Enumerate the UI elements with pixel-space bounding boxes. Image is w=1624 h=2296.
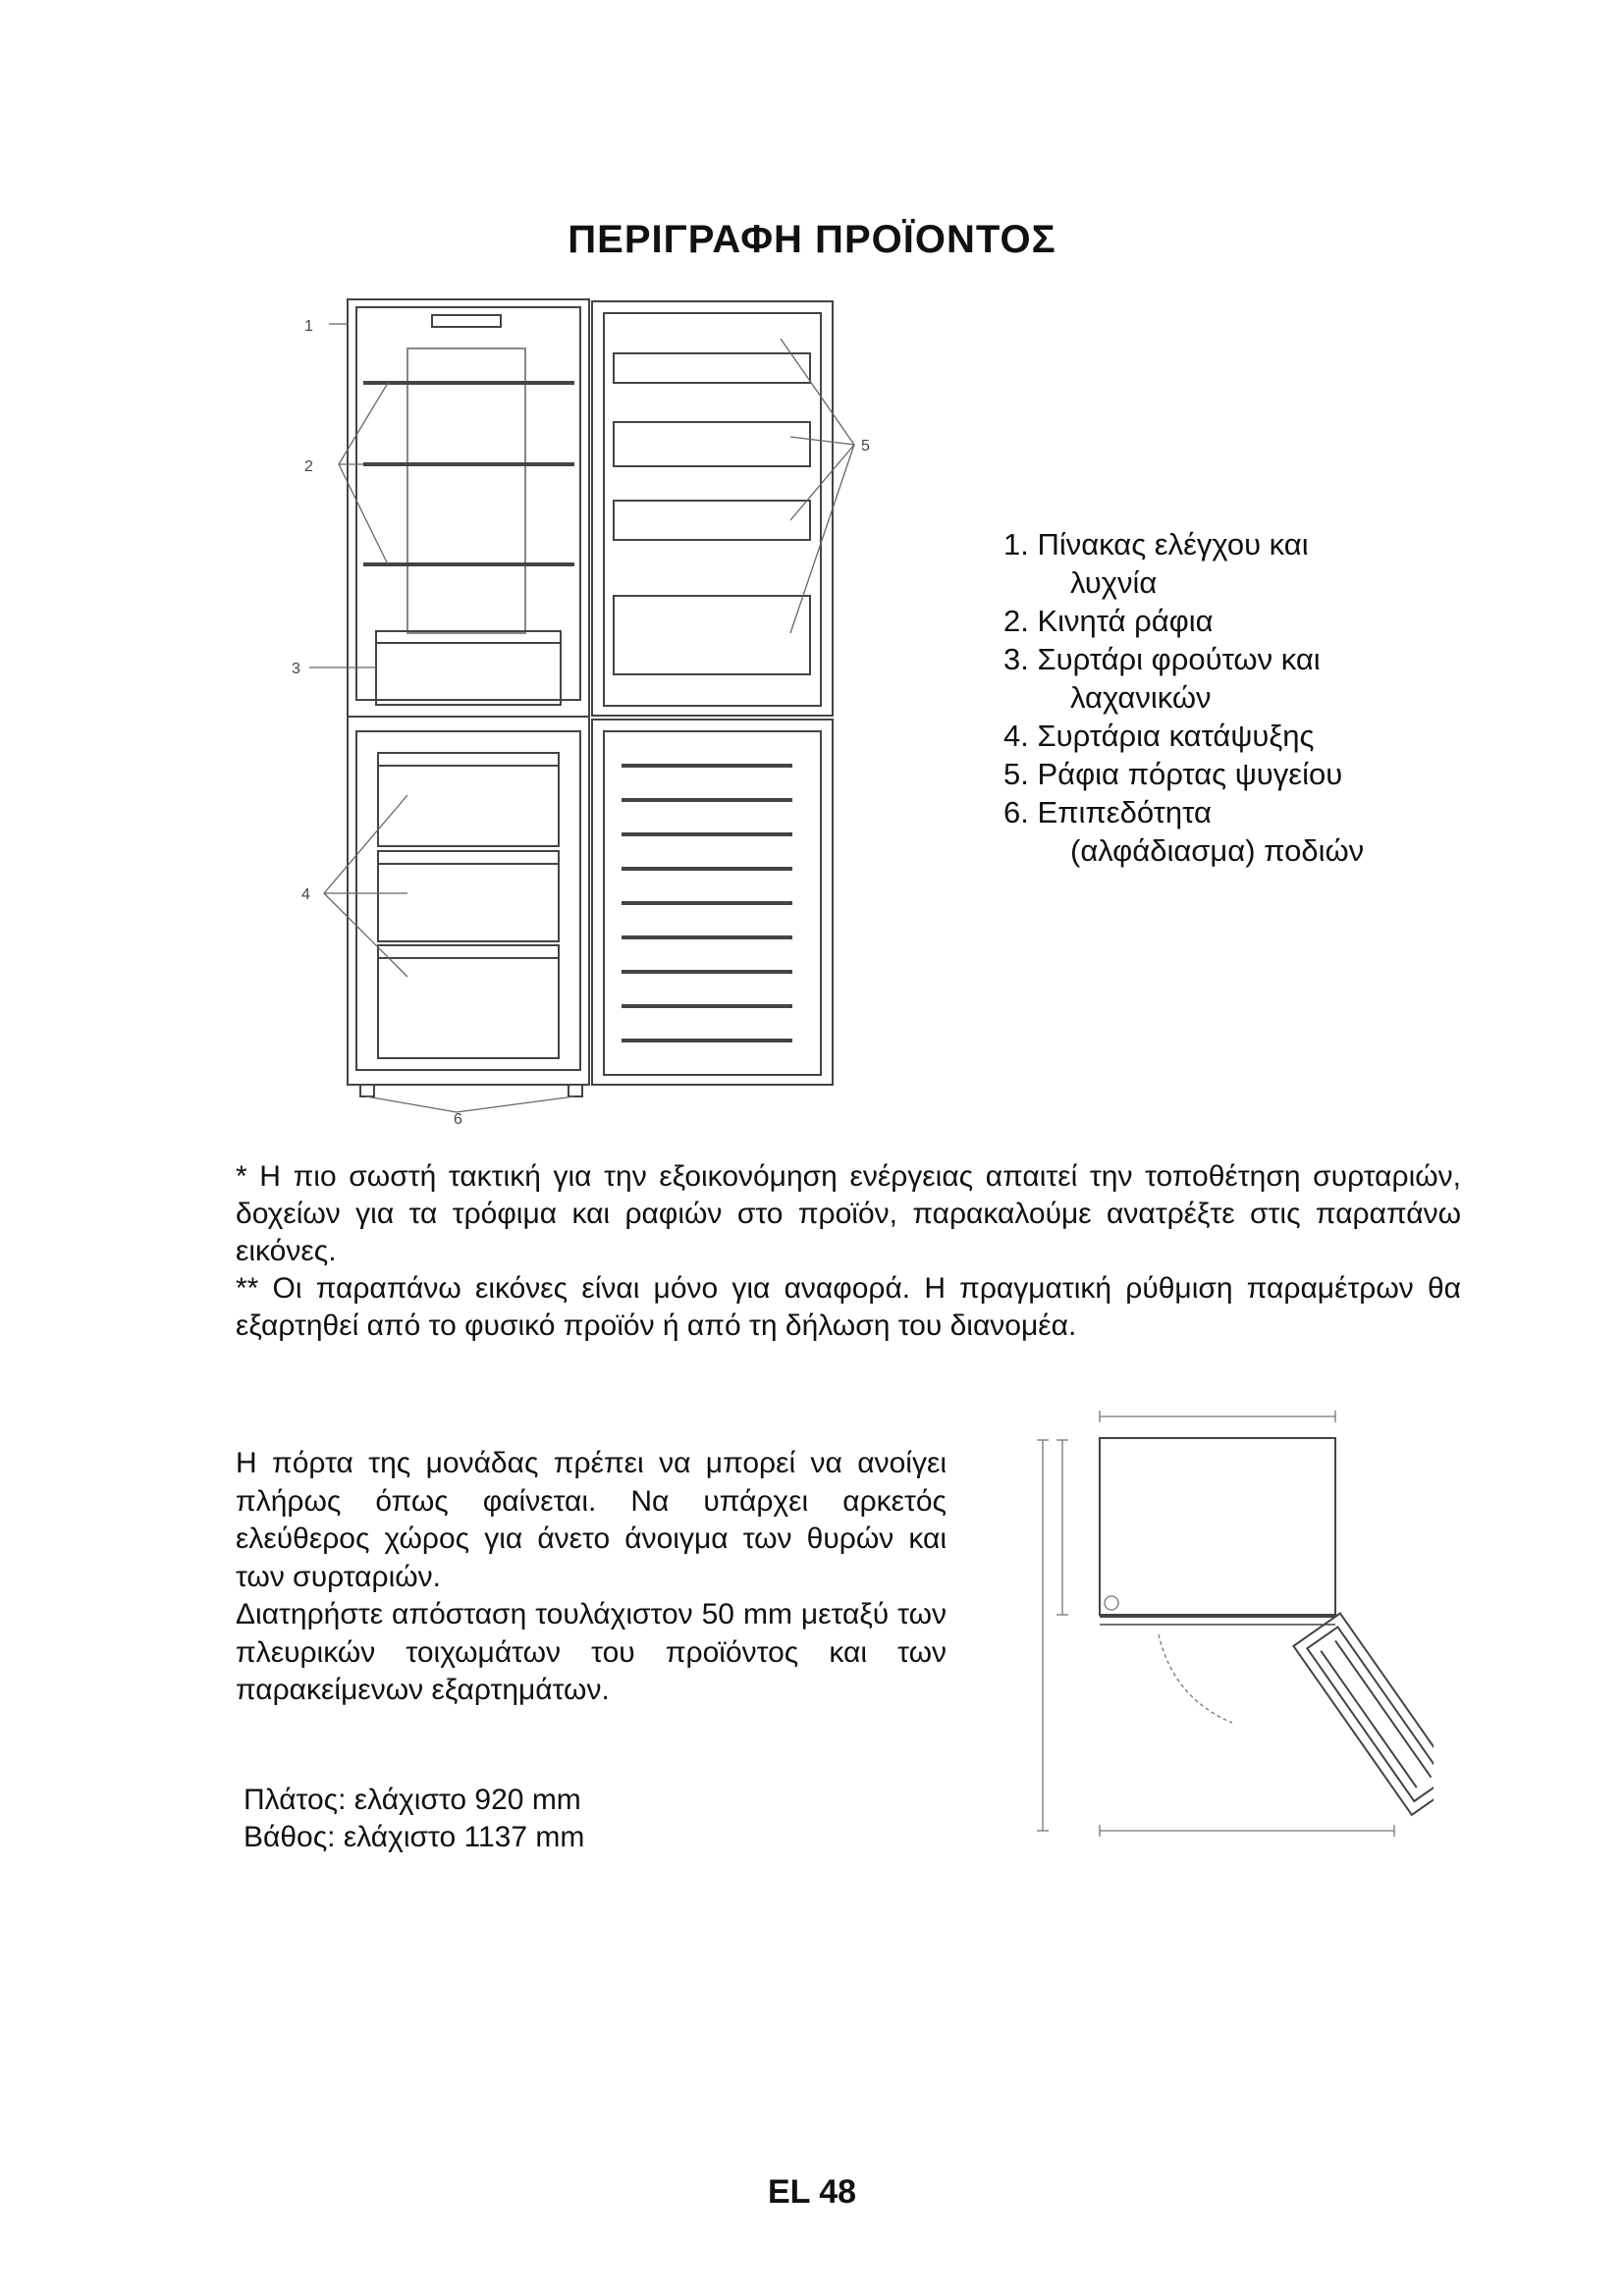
- callout-5: 5: [861, 438, 870, 454]
- legend-item: [1003, 755, 1364, 793]
- legend-item: [1003, 602, 1364, 640]
- legend-item-label: 4. Συρτάρια κατάψυξης: [1003, 719, 1315, 753]
- legend-item-label: 3. Συρτάρι φρούτων και: [1003, 642, 1321, 676]
- legend-item: [1003, 717, 1364, 755]
- callout-2: 2: [304, 458, 313, 475]
- callout-1: 1: [304, 318, 313, 335]
- legend-item-continuation: λαχανικών: [1070, 680, 1212, 715]
- dimensions-text: [244, 1782, 584, 1856]
- legend-item-continuation: λυχνία: [1070, 565, 1158, 600]
- clearance-paragraph: Η πόρτα της μονάδας πρέπει να μπορεί να ανοίγει πλήρως όπως φαίνεται. Να υπάρχει αρκετός ελεύθερος χώρος για άνετο άνοιγμα των θυρών και των συρταριών.: [236, 1447, 947, 1593]
- legend-item: [1003, 793, 1364, 870]
- clearance-paragraph: Διατηρήστε απόσταση τουλάχιστον 50 mm μεταξύ των πλευρικών τοιχωμάτων του προϊόντος και των παρακείμενων εξαρτημάτων.: [236, 1598, 947, 1706]
- callout-4: 4: [301, 886, 310, 903]
- legend-item: [1003, 525, 1364, 602]
- dimension-width: Πλάτος: ελάχιστο 920 mm: [244, 1784, 581, 1816]
- callout-3: 3: [292, 661, 300, 677]
- dimension-depth: Βάθος: ελάχιστο 1137 mm: [244, 1821, 585, 1853]
- note-energy: * Η πιο σωστή τακτική για την εξοικονόμηση ενέργειας απαιτεί την τοποθέτηση συρταριών, δοχείων για τα τρόφιμα και ραφιών στο προϊόν, παρακαλούμε ανατρέξτε στις παραπάνω εικόνες.: [236, 1160, 1461, 1267]
- fridge-diagram: [280, 280, 908, 1124]
- clearance-text: [236, 1445, 947, 1710]
- legend-item-label: 2. Κινητά ράφια: [1003, 604, 1214, 638]
- legend-item-label: 5. Ράφια πόρτας ψυγείου: [1003, 757, 1343, 791]
- callout-6: 6: [454, 1111, 462, 1124]
- legend-item-continuation: (αλφάδιασμα) ποδιών: [1070, 833, 1365, 868]
- note-reference: ** Οι παραπάνω εικόνες είναι μόνο για αναφορά. Η πραγματική ρύθμιση παραμέτρων θα εξαρτηθεί από το φυσικό προϊόν ή από τη δήλωση του διανομέα.: [236, 1272, 1461, 1342]
- door-clearance-diagram: [1011, 1399, 1434, 1841]
- legend-item-label: 6. Επιπεδότητα: [1003, 795, 1212, 829]
- legend-item: [1003, 640, 1364, 717]
- notes-section: [236, 1158, 1461, 1345]
- parts-legend: [1003, 525, 1364, 870]
- legend-item-label: 1. Πίνακας ελέγχου και: [1003, 527, 1309, 561]
- page-number: EL 48: [767, 2173, 857, 2211]
- page-title: ΠΕΡΙΓΡΑΦΗ ΠΡΟΪΟΝΤΟΣ: [568, 218, 1056, 261]
